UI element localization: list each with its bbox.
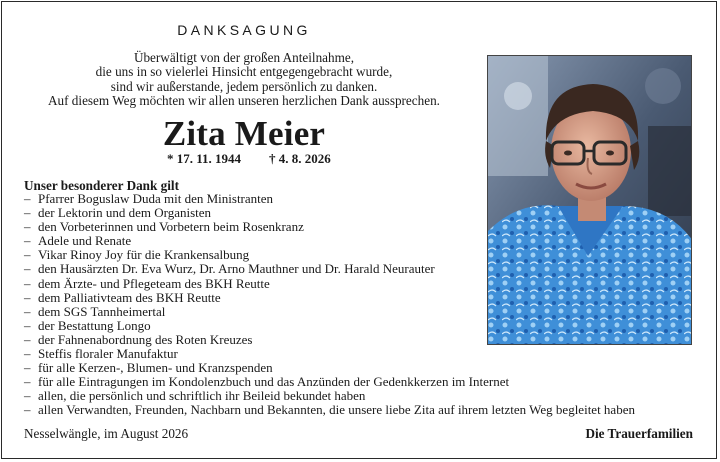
place-date: Nesselwängle, im August 2026 xyxy=(24,426,189,441)
thanks-item: – den Vorbeterinnen und Vorbetern beim Rosenkranz xyxy=(24,220,635,234)
intro-text xyxy=(0,51,488,109)
death-date: † 4. 8. 2026 xyxy=(269,151,331,166)
thanks-item: – der Lektorin und dem Organisten xyxy=(24,206,635,220)
portrait-photo xyxy=(487,55,692,345)
thanks-item: – Adele und Renate xyxy=(24,234,635,248)
intro-line: Überwältigt von der großen Anteilnahme, xyxy=(133,50,355,65)
thanks-item: – der Bestattung Longo xyxy=(24,319,635,333)
thanks-item: – dem SGS Tannheimertal xyxy=(24,305,635,319)
thanks-item: – für alle Kerzen-, Blumen- und Kranzspenden xyxy=(24,361,635,375)
thanks-item: – Vikar Rinoy Joy für die Krankensalbung xyxy=(24,248,635,262)
life-dates xyxy=(167,151,331,167)
thanks-item: – Steffis floraler Manufaktur xyxy=(24,347,635,361)
thanks-item: – für alle Eintragungen im Kondolenzbuch und das Anzünden der Gedenkkerzen im Internet xyxy=(24,375,635,389)
signature: Die Trauerfamilien xyxy=(585,426,693,441)
thanks-item: – der Fahnenabordnung des Roten Kreuzes xyxy=(24,333,635,347)
notice-heading: DANKSAGUNG xyxy=(177,22,311,38)
intro-line: die uns in so vielerlei Hinsicht entgegengebracht wurde, xyxy=(95,64,393,80)
thanks-title: Unser besonderer Dank gilt xyxy=(24,178,179,193)
birth-date: * 17. 11. 1944 xyxy=(167,151,242,166)
thanks-item: – dem Ärzte- und Pflegeteam des BKH Reutte xyxy=(24,277,635,291)
intro-line: sind wir außerstande, jedem persönlich zu danken. xyxy=(110,78,378,94)
thanks-item: – den Hausärzten Dr. Eva Wurz, Dr. Arno Mauthner und Dr. Harald Neurauter xyxy=(24,262,635,276)
thanks-item: – Pfarrer Boguslaw Duda mit den Ministranten xyxy=(24,192,635,206)
intro-line: Auf diesem Weg möchten wir allen unseren herzlichen Dank aussprechen. xyxy=(48,93,440,109)
deceased-name: Zita Meier xyxy=(162,114,326,153)
thanks-item: – allen, die persönlich und schriftlich ihr Beileid bekundet haben xyxy=(24,389,635,403)
thanks-item: – allen Verwandten, Freunden, Nachbarn und Bekannten, die unsere liebe Zita auf ihrem letzten Weg begleitet haben xyxy=(24,403,635,417)
thanks-item: – dem Palliativteam des BKH Reutte xyxy=(24,291,635,305)
